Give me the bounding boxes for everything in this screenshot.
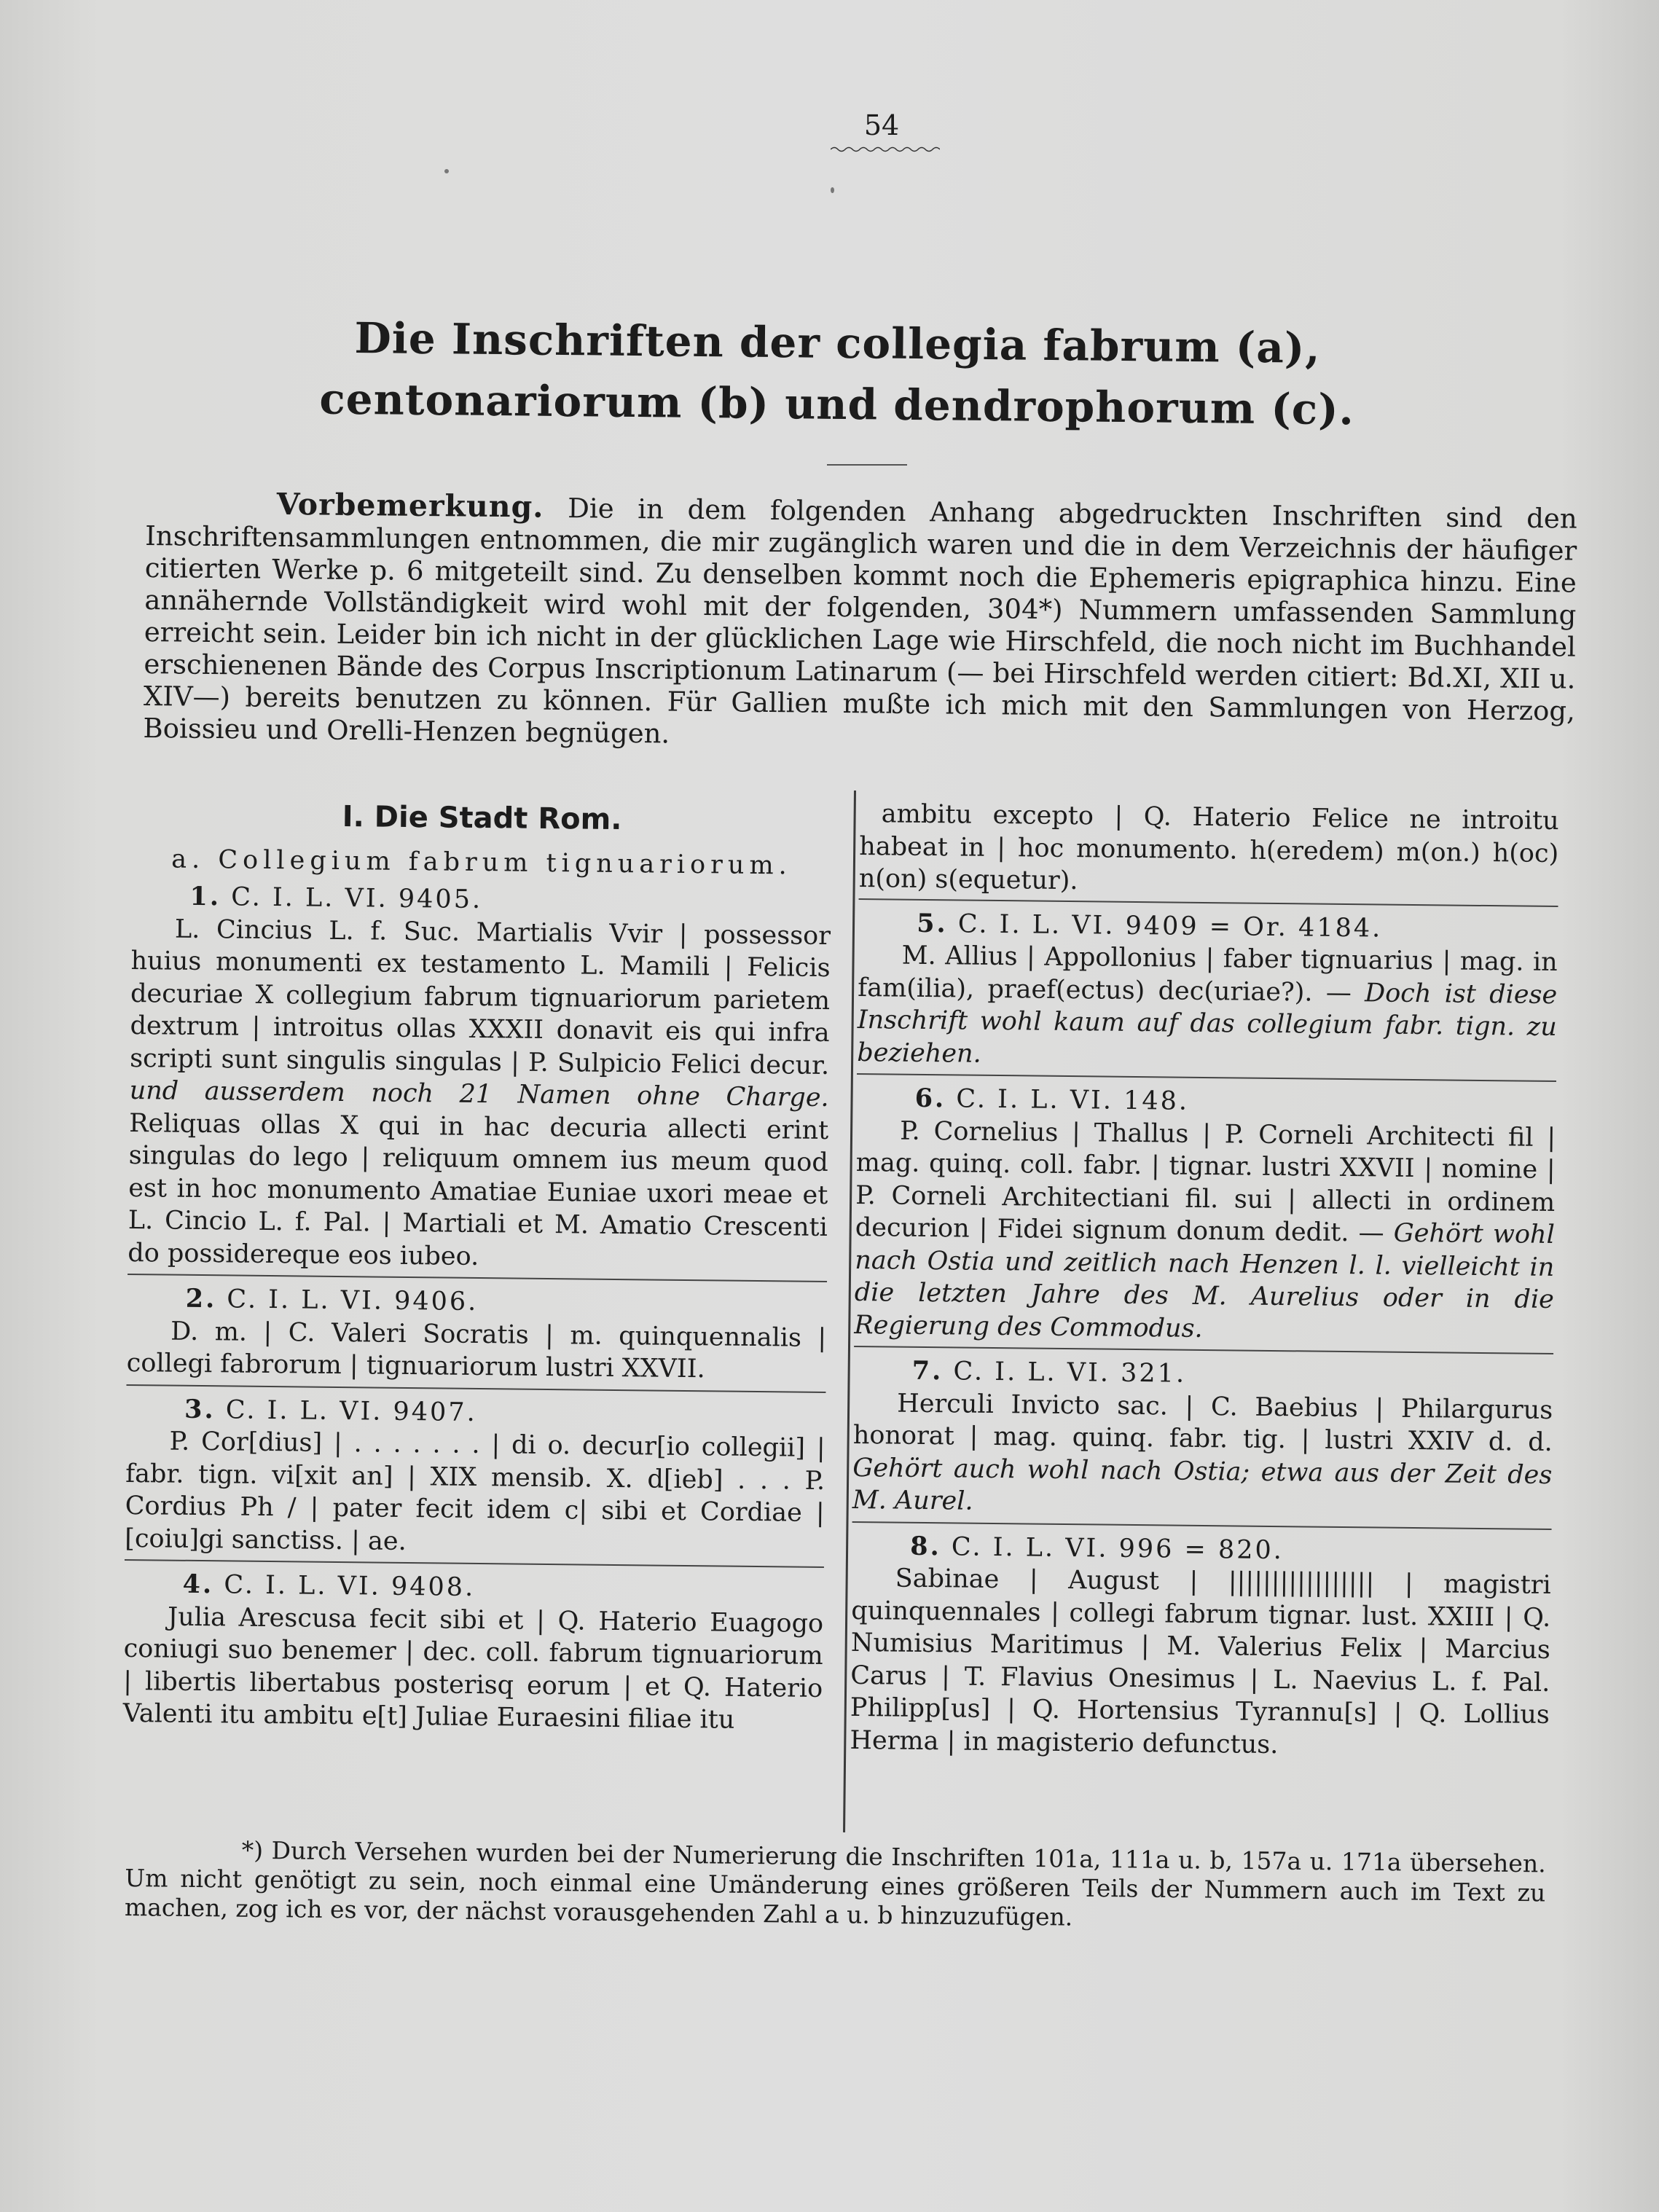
entry-reference: C. I. L. VI. 9405.	[230, 882, 483, 915]
page-title: Die Inschriften der collegia fabrum (a), centonariorum (b) und dendrophorum (c).	[319, 313, 1355, 435]
entry-text: D. m. | C. Valeri Socratis | m. quinquennalis | collegi fabrorum | tignuariorum lustri XXVII.	[126, 1317, 827, 1384]
entry-text	[128, 912, 831, 1276]
entry-4-continuation: ambitu excepto | Q. Haterio Felice ne introitu habeat in | hoc monumento. h(eredem) m(on.) h(oc) n(on) s(equetur).	[858, 799, 1559, 896]
preface-lead: Vorbemerkung.	[276, 486, 544, 525]
title-divider	[827, 464, 907, 466]
editor-note: und ausserdem noch 21 Namen ohne Charge.	[129, 1075, 829, 1113]
entry-text: Julia Arescusa fecit sibi et | Q. Haterio Euagogo coniugi suo benemer | dec. coll. fabrum tignuariorum | libertis libertabus posterisq eorum | et Q. Haterio Valenti itu ambitu e[t] Juliae Euraesini filiae itu	[122, 1602, 824, 1735]
inscription-text: M. Allius | Appollonius | faber tignuarius | mag. in fam(ilia), praef(ectus) dec(uriae?). —	[858, 941, 1558, 1008]
page-number-ornament	[831, 146, 940, 153]
subsection-heading: a. Collegium fabrum tignuariorum.	[171, 844, 792, 881]
left-column	[122, 793, 831, 1741]
inscription-text: Herculi Invicto sac. | C. Baebius | Philargurus honorat | mag. quinq. fabr. tig. | lustri XXIV d. d.	[852, 1389, 1553, 1458]
inscription-entry-2	[127, 1282, 827, 1387]
footnote	[125, 1835, 1546, 1937]
entry-number: 6.	[914, 1083, 946, 1114]
entry-number: 1.	[189, 881, 221, 912]
entry-reference: C. I. L. VI. 9408.	[224, 1570, 476, 1602]
inscription-text-continued: Reliquas ollas X qui in hac decuria allecti erint singulas do lego | reliquum omnem ius meum quod est in hoc monumento Amatiae Euniae uxori meae et L. Cincio L. f. Pal. | Martiali et M. Amatio Crescenti do possidereque eos iubeo.	[128, 1108, 829, 1271]
entry-number: 2.	[185, 1283, 217, 1314]
ink-speck	[444, 169, 449, 173]
entry-text: Sabinae | August | ||||||||||||||||| | magistri quinquennales | collegi fabrum tignar. lust. XXIII | Q. Numisius Maritimus | M. Valerius Felix | Marcius Carus | T. Flavius Onesimus | L. Naevius L. f. Pal. Philipp[us] | Q. Hortensius Tyrannu[s] | Q. Lollius Herma | in magisterio defunctus.	[850, 1564, 1551, 1760]
entry-number: 8.	[910, 1531, 942, 1561]
preface-paragraph	[143, 487, 1577, 760]
entry-reference: C. I. L. VI. 9407.	[225, 1395, 477, 1427]
entry-number: 3.	[184, 1394, 216, 1424]
entry-reference: C. I. L. VI. 9409 = Or. 4184.	[957, 909, 1383, 944]
entry-text	[857, 939, 1558, 1076]
entry-reference: C. I. L. VI. 148.	[956, 1084, 1190, 1116]
inscription-entry-7	[852, 1354, 1553, 1524]
page-number: 54	[863, 109, 900, 141]
editor-note: Gehört wohl nach Ostia und zeitlich nach Henzen l. l. vielleicht in die letzten Jahre des M. Aurelius oder in die Regierung des Commodus.	[854, 1218, 1555, 1344]
inscription-entry-3	[125, 1392, 825, 1562]
entry-text	[854, 1114, 1556, 1349]
entry-number: 7.	[911, 1355, 944, 1387]
inscription-entry-4	[123, 1568, 824, 1738]
entry-text	[852, 1387, 1553, 1523]
ink-speck	[831, 187, 834, 193]
entry-number: 5.	[916, 908, 948, 938]
inscription-text: L. Cincius L. f. Suc. Martialis Vvir | possessor huius monumenti ex testamento L. Mamili | Felicis decuriae X collegium fabrum tignuariorum parietem dextrum | introitus ollas XXXII donavit eis qui infra scripti sunt singulis singulas | P. Sulpicio Felici decur.	[129, 914, 831, 1080]
right-column	[850, 798, 1559, 1768]
inscription-entry-6	[854, 1082, 1556, 1349]
entry-reference: C. I. L. VI. 9406.	[227, 1285, 479, 1317]
entry-number: 4.	[182, 1569, 214, 1600]
preface-text: Die in dem folgenden Anhang abgedruckten Inschriften sind den Inschriftensammlungen entnommen, die mir zugänglich waren und die in dem Verzeichnis der häufiger citierten Werke p. 6 mitgeteilt sind. Zu denselben kommt noch die Ephemeris epigraphica hinzu. Eine annähernde Vollständigkeit wird wohl mit der folgenden, 304*) Nummern umfassenden Sammlung erreicht sein. Leider bin ich nicht in der glücklichen Lage wie Hirschfeld, die noch nicht im Buchhandel erschienenen Bände des Corpus Inscriptionum Latinarum (— bei Hirschfeld werden citiert: Bd.XI, XII u. XIV—) bereits benutzen zu können. Für Gallien mußte ich mich mit den Sammlungen von Herzog, Boissieu und Orelli-Henzen begnügen.	[143, 493, 1577, 750]
inscription-entry-8	[850, 1529, 1551, 1764]
footnote-text: *) Durch Versehen wurden bei der Numerierung die Inschriften 101a, 111a u. b, 157a u. 171a übersehen. Um nicht genötigt zu sein, noch einmal eine Umänderung eines größeren Teils der Nummern auch im Text zu machen, zog ich es vor, der nächst vorausgehenden Zahl a u. b hinzuzufügen.	[124, 1835, 1546, 1931]
section-heading: I. Die Stadt Rom.	[342, 800, 622, 837]
entry-text: P. Cor[dius] | . . . . . . . | di o. decur[io collegii] | fabr. tign. vi[xit an] | XIX mensib. X. d[ieb] . . . P. Cordius Ph / | pater fecit idem c| sibi et Cordiae | [coiu]gi sanctiss. | ae.	[125, 1427, 825, 1556]
editor-note: Doch ist diese Inschrift wohl kaum auf das collegium fabr. tign. zu beziehen.	[857, 978, 1558, 1069]
entry-reference: C. I. L. VI. 321.	[953, 1357, 1187, 1389]
inscription-text: P. Cornelius | Thallus | P. Corneli Architecti fil | mag. quinq. coll. fabr. | tignar. lustri XXVII | nomine | P. Corneli Architectiani fil. sui | allecti in ordinem decurion | Fidei signum donum dedit. —	[855, 1116, 1556, 1248]
editor-note: Gehört auch wohl nach Ostia; etwa aus der Zeit des M. Aurel.	[852, 1453, 1553, 1516]
entry-reference: C. I. L. VI. 996 = 820.	[951, 1531, 1285, 1565]
inscription-entry-5	[857, 906, 1558, 1076]
inscription-entry-1	[128, 880, 831, 1276]
